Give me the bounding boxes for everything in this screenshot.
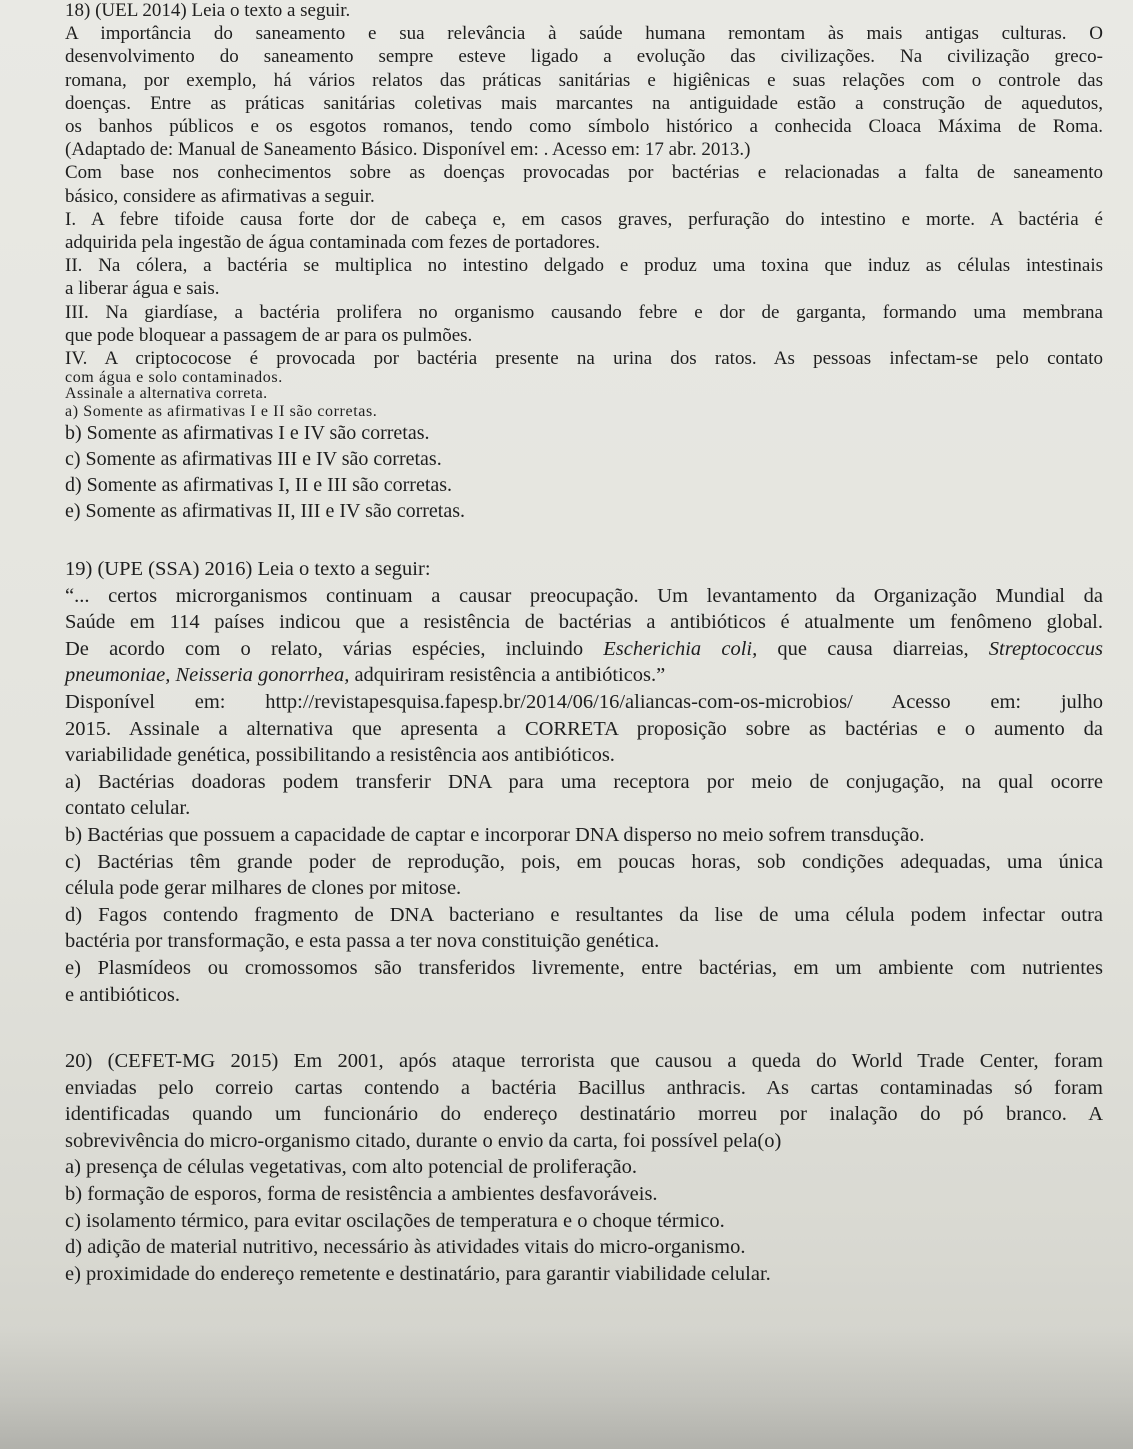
statement-line: IV. A criptococose é provocada por bactéria presente na urina dos ratos. As pessoas infectam-se pelo contato: [65, 348, 1103, 370]
text-line: A importância do saneamento e sua relevância à saúde humana remontam às mais antigas culturas. O: [65, 23, 1103, 45]
statement-line: adquirida pela ingestão de água contaminada com fezes de portadores.: [65, 232, 600, 254]
question-heading: 18) (UEL 2014) Leia o texto a seguir.: [65, 0, 351, 21]
option-d: d) adição de material nutritivo, necessário às atividades vitais do micro-organismo.: [65, 1236, 746, 1259]
text-line: doenças. Entre as práticas sanitárias coletivas mais marcantes na antiguidade estão a construção de aquedutos,: [65, 92, 1103, 114]
text-line: 2015. Assinale a alternativa que apresenta a CORRETA proposição sobre as bactérias e o aumento da: [65, 717, 1103, 740]
quote-line: pneumoniae, Neisseria gonorrhea, adquiriram resistência a antibióticos.”: [65, 664, 666, 687]
text-line: identificadas quando um funcionário do endereço destinatário morreu por inalação do pó branco. A: [65, 1103, 1103, 1126]
question-heading: 20) (CEFET-MG 2015) Em 2001, após ataque terrorista que causou a queda do World Trade Center, foram: [65, 1050, 1103, 1072]
option-c: c) Somente as afirmativas III e IV são corretas.: [65, 448, 442, 471]
option-e-cont: e antibióticos.: [65, 983, 181, 1006]
question-18: [65, 0, 1103, 524]
option-c: c) isolamento térmico, para evitar oscilações de temperatura e o choque térmico.: [65, 1209, 725, 1232]
text-line: variabilidade genética, possibilitando a resistência aos antibióticos.: [65, 744, 615, 767]
question-heading: 19) (UPE (SSA) 2016) Leia o texto a seguir:: [65, 558, 431, 580]
option-d: d) Somente as afirmativas I, II e III são corretas.: [65, 474, 453, 497]
statement-line: a liberar água e sais.: [65, 278, 220, 300]
option-e: e) proximidade do endereço remetente e destinatário, para garantir viabilidade celular.: [65, 1262, 771, 1285]
text-line: Com base nos conhecimentos sobre as doenças provocadas por bactérias e relacionadas a falta de saneamento: [65, 162, 1103, 184]
option-a: a) presença de células vegetativas, com alto potencial de proliferação.: [65, 1156, 638, 1179]
option-e: e) Somente as afirmativas II, III e IV são corretas.: [65, 500, 466, 523]
text-line: sobrevivência do micro-organismo citado, durante o envio da carta, foi possível pela(o): [65, 1129, 782, 1152]
quote-line: De acordo com o relato, várias espécies, incluindo Escherichia coli, que causa diarreias, Streptococcus: [65, 637, 1104, 660]
instruction: Assinale a alternativa correta.: [65, 385, 268, 403]
quote-line: “... certos microrganismos continuam a causar preocupação. Um levantamento da Organização Mundial da: [65, 584, 1103, 607]
option-a: a) Somente as afirmativas I e II são corretas.: [65, 403, 378, 421]
source-line: Disponível em: http://revistapesquisa.fapesp.br/2014/06/16/aliancas-com-os-microbios/ Acesso em: julho: [65, 690, 1103, 713]
option-c: c) Bactérias têm grande poder de reprodução, pois, em poucas horas, sob condições adequadas, uma única: [65, 850, 1103, 873]
option-b: b) Bactérias que possuem a capacidade de captar e incorporar DNA disperso no meio sofrem transdução.: [65, 823, 925, 846]
option-b: b) formação de esporos, forma de resistência a ambientes desfavoráveis.: [65, 1182, 658, 1205]
option-d-cont: bactéria por transformação, e esta passa a ter nova constituição genética.: [65, 930, 660, 953]
option-b: b) Somente as afirmativas I e IV são corretas.: [65, 422, 430, 445]
source-line: (Adaptado de: Manual de Saneamento Básico. Disponível em: . Acesso em: 17 abr. 2013.): [65, 139, 751, 161]
statement-line: que pode bloquear a passagem de ar para os pulmões.: [65, 324, 473, 346]
option-a: a) Bactérias doadoras podem transferir DNA para uma receptora por meio de conjugação, na qual ocorre: [65, 770, 1103, 793]
statement-line: com água e solo contaminados.: [65, 369, 283, 387]
option-d: d) Fagos contendo fragmento de DNA bacteriano e resultantes da lise de uma célula podem infectar outra: [65, 903, 1103, 926]
text-line: romana, por exemplo, há vários relatos das práticas sanitárias e higiênicas e suas relações com o controle das: [65, 69, 1103, 91]
option-a-cont: contato celular.: [65, 797, 191, 820]
text-line: os banhos públicos e os esgotos romanos, tendo como símbolo histórico a conhecida Cloaca Máxima de Roma.: [65, 116, 1103, 138]
option-e: e) Plasmídeos ou cromossomos são transferidos livremente, entre bactérias, em um ambiente com nutrientes: [65, 956, 1103, 979]
page-shadow: [0, 1329, 1133, 1449]
text-line: enviadas pelo correio cartas contendo a bactéria Bacillus anthracis. As cartas contaminadas só foram: [65, 1076, 1103, 1099]
statement-line: II. Na cólera, a bactéria se multiplica no intestino delgado e produz uma toxina que induz as células intestinais: [65, 255, 1103, 277]
text-line: desenvolvimento do saneamento sempre esteve ligado a evolução das civilizações. Na civilização greco-: [65, 46, 1103, 68]
text-line: básico, considere as afirmativas a seguir.: [65, 185, 375, 207]
statement-line: III. Na giardíase, a bactéria prolifera no organismo causando febre e dor de garganta, formando uma membrana: [65, 301, 1103, 323]
statement-line: I. A febre tifoide causa forte dor de cabeça e, em casos graves, perfuração do intestino e morte. A bactéria é: [65, 208, 1103, 230]
question-20: [65, 1048, 1103, 1287]
question-19: [65, 556, 1103, 1008]
quote-line: Saúde em 114 países indicou que a resistência de bactérias a antibióticos é atualmente um fenômeno global.: [65, 611, 1103, 634]
option-c-cont: célula pode gerar milhares de clones por mitose.: [65, 877, 462, 900]
